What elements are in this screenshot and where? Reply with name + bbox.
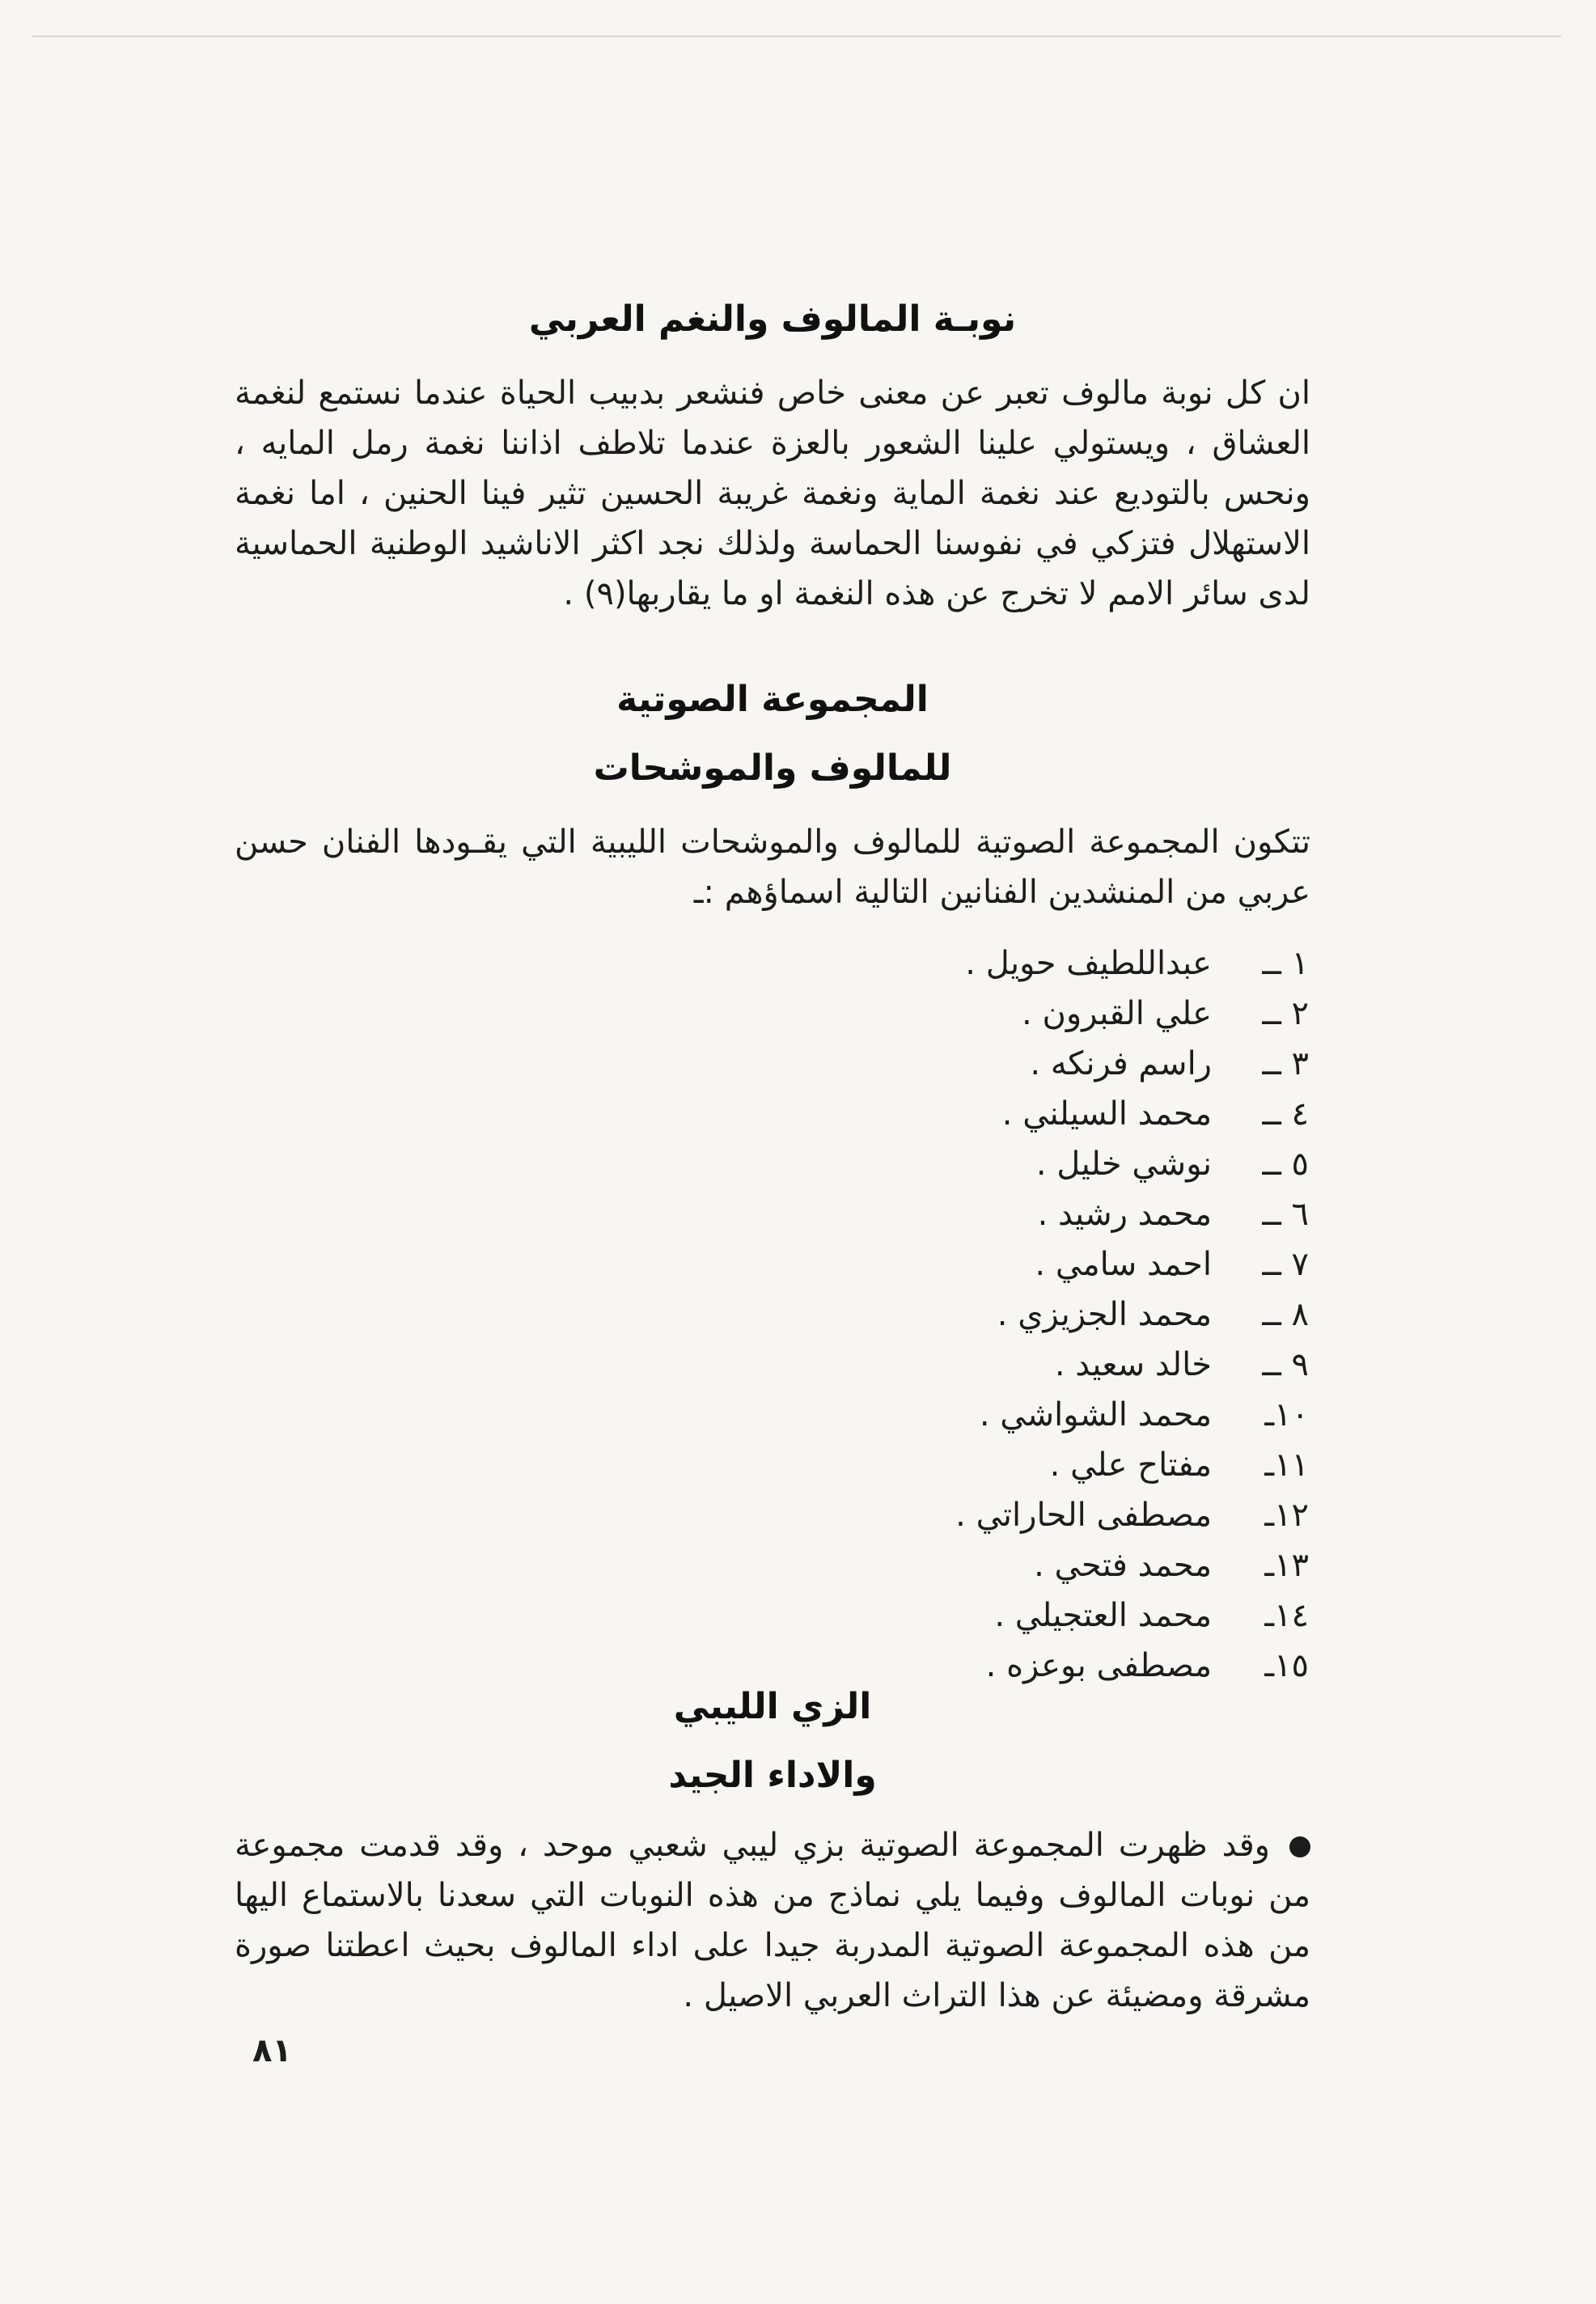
list-item-number: ١١ـ xyxy=(1264,1446,1309,1484)
list-item xyxy=(743,1540,1309,1590)
list-item xyxy=(743,989,1309,1039)
list-item xyxy=(743,1239,1309,1290)
list-item-number: ١٢ـ xyxy=(1264,1497,1309,1534)
list-item xyxy=(743,1590,1309,1641)
paragraph-dress-content: وقد ظهرت المجموعة الصوتية بزي ليبي شعبي موحد ، وقد قدمت مجموعة من نوبات المالوف وفيما يلي نماذج من هذه النوبات التي سعدنا بالاستماع اليها من هذه المجموعة الصوتية المدربة جيدا على اداء المالوف بحيث اعطتنا صورة مشرقة ومضيئة عن هذا التراث العربي الاصيل . xyxy=(235,1827,1310,2014)
list-item xyxy=(743,1189,1309,1239)
list-item-number: ٦ ــ xyxy=(1262,1196,1309,1233)
heading-nuba-malouf: نوبـة المالوف والنغم العربي xyxy=(528,299,1017,340)
list-item-name: احمد سامي . xyxy=(1035,1246,1212,1283)
page-number: ٨١ xyxy=(252,2032,292,2069)
list-item-name: محمد السيلني . xyxy=(1001,1095,1212,1133)
list-item-number: ١٠ـ xyxy=(1264,1396,1309,1434)
list-item-name: راسم فرنكه . xyxy=(1030,1045,1212,1082)
list-item-name: محمد رشيد . xyxy=(1037,1196,1212,1233)
list-item-number: ١٥ـ xyxy=(1264,1647,1309,1684)
list-item-number: ٥ ــ xyxy=(1262,1146,1309,1183)
list-item xyxy=(743,1440,1309,1490)
list-item xyxy=(743,938,1309,989)
list-item-number: ٤ ــ xyxy=(1262,1095,1309,1133)
list-item xyxy=(743,1390,1309,1440)
heading-libyan-dress: الزي الليبي xyxy=(673,1686,872,1727)
paragraph-dress xyxy=(235,1820,1310,2021)
heading-vocal-group: المجموعة الصوتية xyxy=(616,679,929,720)
paragraph-malouf-text: ان كل نوبة مالوف تعبر عن معنى خاص فنشعر بدبيب الحياة عندما نستمع لنغمة العشاق ، ويستولي علينا الشعور بالعزة عندما تلاطف اذاننا نغمة رمل المايه ، ونحس بالتوديع عند نغمة الماية ونغمة غريبة الحسين تثير فينا الحنين ، اما نغمة الاستهلال فتزكي في نفوسنا الحماسة ولذلك نجد اكثر الاناشيد الوطنية الحماسية لدى سائر الامم لا تخرج عن هذه النغمة او ما يقاربها(٩) . xyxy=(235,375,1310,612)
bullet-icon xyxy=(1289,1836,1310,1857)
list-item-number: ٧ ــ xyxy=(1262,1246,1309,1283)
heading-good-performance: والاداء الجيد xyxy=(668,1755,877,1796)
list-item-name: خالد سعيد . xyxy=(1054,1346,1212,1383)
heading-malouf-muwashahat: للمالوف والموشحات xyxy=(593,748,952,789)
list-item-number: ١ ــ xyxy=(1262,945,1309,982)
list-item-name: عبداللطيف حويل . xyxy=(965,945,1212,982)
paragraph-malouf xyxy=(235,368,1310,619)
list-item-name: مصطفى الحاراتي . xyxy=(955,1497,1212,1534)
list-item xyxy=(743,1340,1309,1390)
list-item xyxy=(743,1089,1309,1139)
list-item-name: محمد الشواشي . xyxy=(979,1396,1212,1434)
list-item-name: محمد فتحي . xyxy=(1034,1547,1212,1584)
list-item-name: مصطفى بوعزه . xyxy=(985,1647,1212,1684)
paragraph-dress-text xyxy=(235,1820,1310,2021)
list-item-name: مفتاح علي . xyxy=(1049,1446,1212,1484)
list-item-number: ١٤ـ xyxy=(1264,1597,1309,1634)
list-item xyxy=(743,1290,1309,1340)
performers-list xyxy=(743,938,1309,1691)
list-item xyxy=(743,1139,1309,1189)
list-item xyxy=(743,1039,1309,1089)
top-rule xyxy=(32,36,1561,37)
paragraph-group xyxy=(235,817,1310,917)
list-item-number: ١٣ـ xyxy=(1264,1547,1309,1584)
list-item-name: نوشي خليل . xyxy=(1035,1146,1212,1183)
list-item-name: علي القبرون . xyxy=(1022,995,1212,1032)
list-item-number: ٨ ــ xyxy=(1262,1296,1309,1333)
list-item-name: محمد الجزيزي . xyxy=(997,1296,1212,1333)
list-item xyxy=(743,1490,1309,1540)
list-item-number: ٢ ــ xyxy=(1262,995,1309,1032)
paragraph-group-text: تتكون المجموعة الصوتية للمالوف والموشحات الليبية التي يقـودها الفنان حسن عربي من المنشدين الفنانين التالية اسماؤهم :ـ xyxy=(235,824,1310,911)
list-item-name: محمد العتجيلي . xyxy=(994,1597,1212,1634)
list-item-number: ٣ ــ xyxy=(1262,1045,1309,1082)
list-item-number: ٩ ــ xyxy=(1262,1346,1309,1383)
